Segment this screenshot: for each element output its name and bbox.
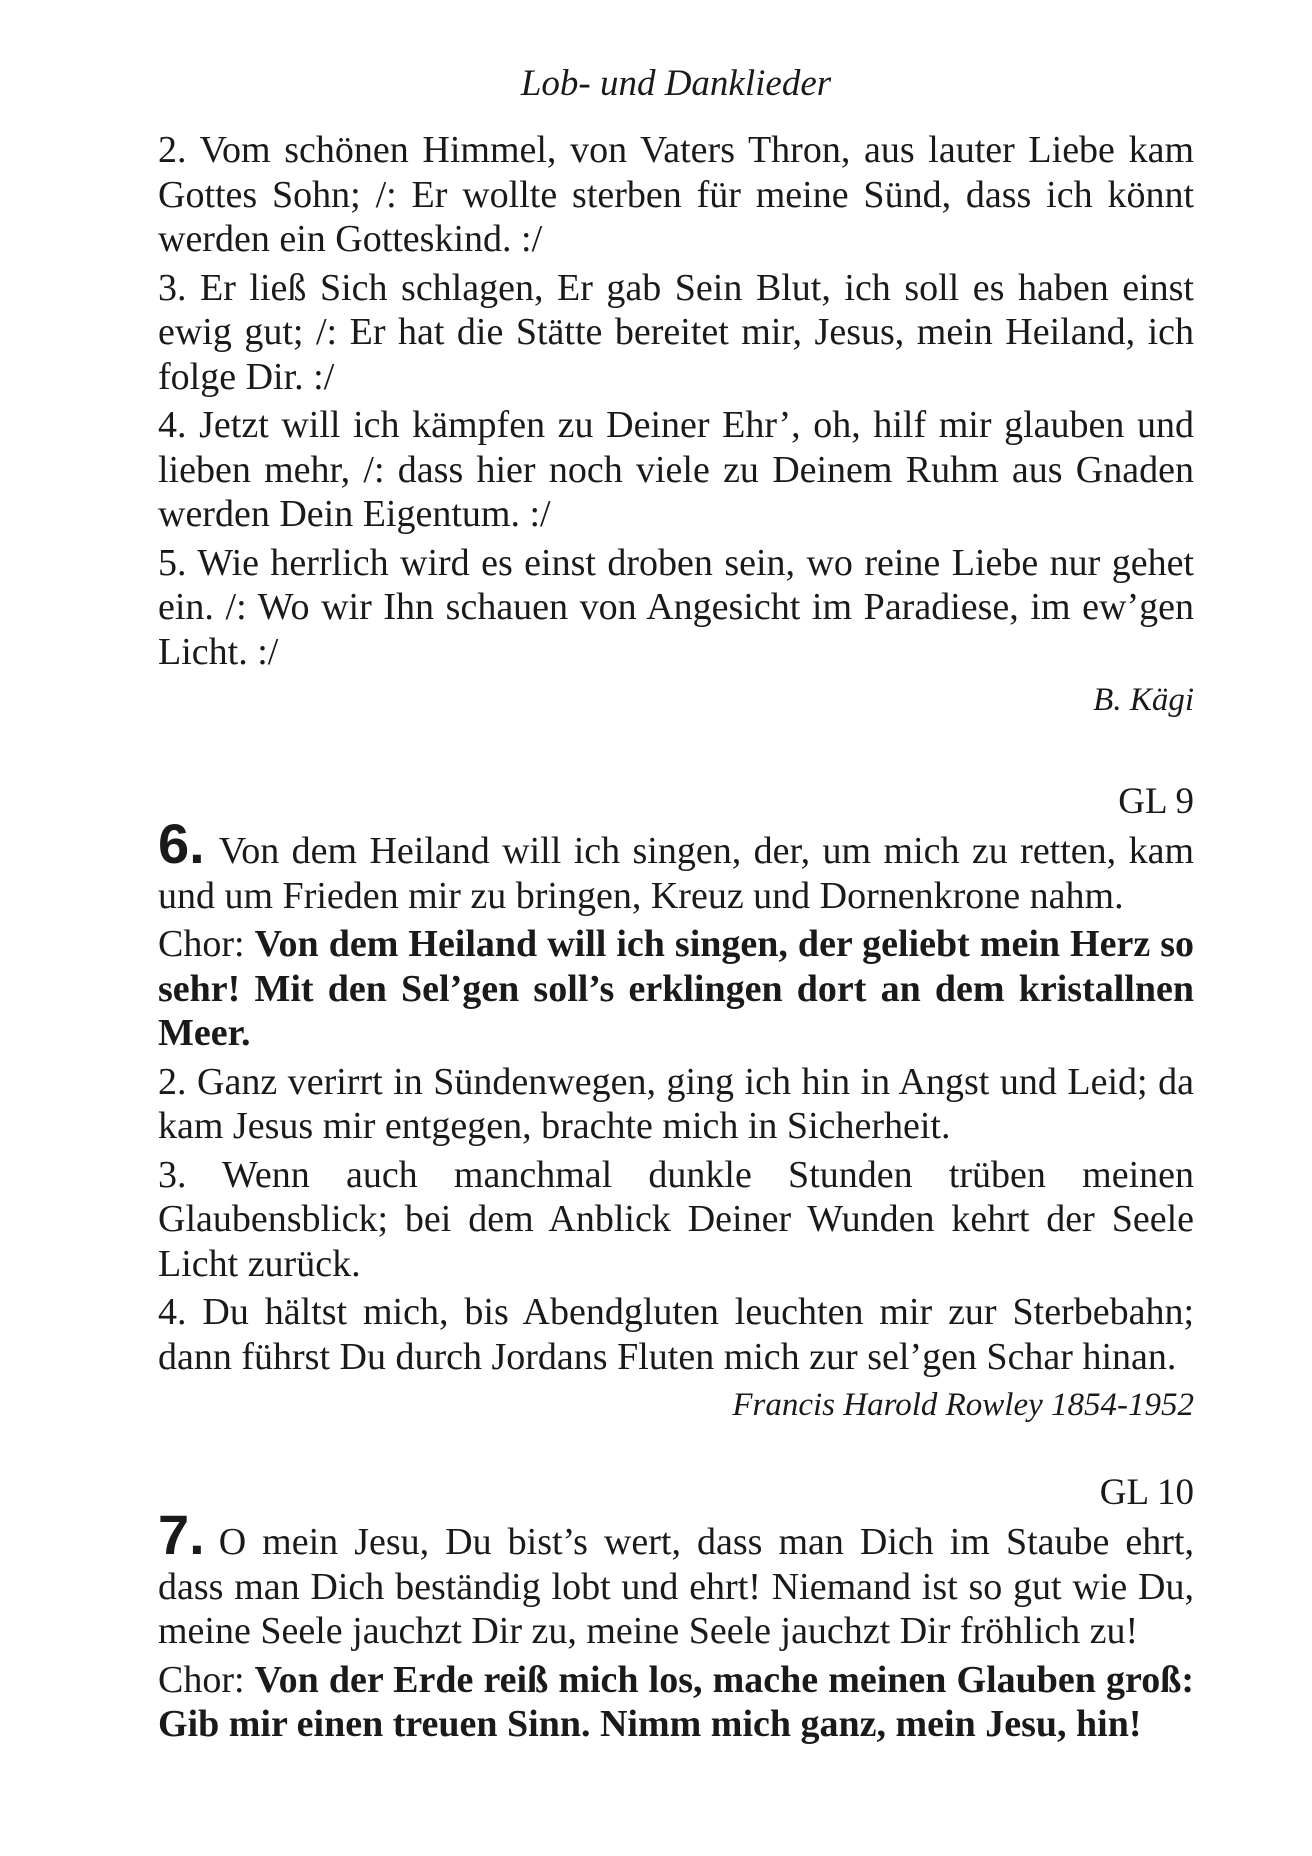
song-6-verse-2: 2. Ganz verirrt in Sündenwegen, ging ich hin in Angst und Leid; da kam Jesus mir entgegen, brachte mich in Sicherheit.	[158, 1060, 1194, 1147]
hymnal-page	[158, 62, 1194, 1751]
song-5-continuation	[158, 128, 1194, 722]
song-5-author: B. Kägi	[1093, 682, 1194, 718]
song-5-verse-4: 4. Jetzt will ich kämpfen zu Deiner Ehr’, oh, hilf mir glauben und lieben mehr, /: dass hier noch viele zu Deinem Ruhm aus Gnaden werden Dein Eigentum. :/	[158, 404, 1194, 535]
song-6-number: 6.	[158, 812, 205, 875]
song-6-gl-reference: GL 9	[1118, 781, 1194, 822]
song-6-verse-1	[158, 812, 1194, 918]
song-6-verse-1-text: Von dem Heiland will ich singen, der, um mich zu retten, kam und um Frieden mir zu bringen, Kreuz und Dornenkrone nahm.	[158, 830, 1194, 917]
song-7-chorus-label: Chor:	[158, 1658, 245, 1701]
spacer	[158, 1427, 1194, 1471]
song-6-author: Francis Harold Rowley 1854-1952	[732, 1387, 1194, 1423]
song-6-chorus-label: Chor:	[158, 923, 245, 965]
song-6-verse-4: 4. Du hältst mich, bis Abendgluten leuchten mir zur Sterbebahn; dann führst Du durch Jordans Fluten mich zur sel’gen Schar hinan.	[158, 1291, 1194, 1378]
song-7-number: 7.	[158, 1503, 205, 1566]
song-6-chorus	[158, 922, 1194, 1056]
page-header: Lob- und Danklieder	[520, 63, 832, 104]
song-6	[158, 780, 1194, 1427]
song-5-verse-2: 2. Vom schönen Himmel, von Vaters Thron, aus lauter Liebe kam Gottes Sohn; /: Er wollte sterben für meine Sünd, dass ich könnt werden ein Gotteskind. :/	[158, 129, 1194, 260]
song-7-chorus	[158, 1658, 1194, 1747]
song-6-chorus-text: Von dem Heiland will ich singen, der geliebt mein Herz so sehr! Mit den Sel’gen soll’s erklingen dort an dem kristallnen Meer.	[158, 923, 1194, 1054]
song-6-verse-3: 3. Wenn auch manchmal dunkle Stunden trüben meinen Glaubensblick; bei dem Anblick Deiner Wunden kehrt der Seele Licht zurück.	[158, 1153, 1194, 1285]
song-7-chorus-text: Von der Erde reiß mich los, mache meinen Glauben groß: Gib mir einen treuen Sinn. Nimm mich ganz, mein Jesu, hin!	[158, 1658, 1194, 1745]
spacer	[158, 722, 1194, 780]
song-7-verse-1-text: O mein Jesu, Du bist’s wert, dass man Dich im Staube ehrt, dass man Dich beständig lobt und ehrt! Niemand ist so gut wie Du, meine Seele jauchzt Dir zu, meine Seele jauchzt Dir fröhlich zu!	[158, 1521, 1194, 1652]
song-5-verse-5: 5. Wie herrlich wird es einst droben sein, wo reine Liebe nur gehet ein. /: Wo wir Ihn schauen von Angesicht im Paradiese, im ew’gen Licht. :/	[158, 541, 1194, 673]
song-7	[158, 1471, 1194, 1747]
song-5-verse-3: 3. Er ließ Sich schlagen, Er gab Sein Blut, ich soll es haben einst ewig gut; /: Er hat die Stätte bereitet mir, Jesus, mein Heiland, ich folge Dir. :/	[158, 266, 1194, 398]
song-7-verse-1	[158, 1503, 1194, 1654]
song-7-gl-reference: GL 10	[1099, 1472, 1194, 1513]
